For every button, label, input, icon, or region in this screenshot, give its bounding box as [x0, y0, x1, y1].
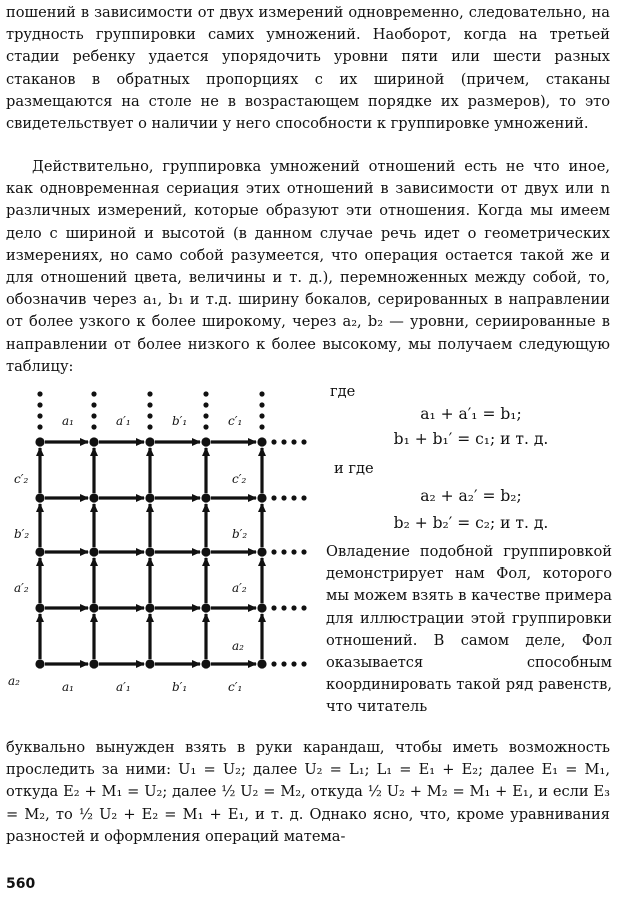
up-dot-4-1	[259, 402, 264, 407]
bottom-label-2: a′₁	[116, 680, 131, 694]
left-label-3: a′₂	[14, 581, 29, 595]
node-0-1	[89, 437, 98, 446]
right-dot-3-0	[271, 605, 276, 610]
paragraph-2: Действительно, группировка умножений отношений есть не что иное, как одновременная сериация этих отношений в зависимости от двух или n различных измерений, которые образуют эти отношения. Когда мы имеем дело с шириной и высотой (в данном случае речь идет о геометрических измерениях, но само собой разумеется, что операция остается такой же и для отношений цвета, величины и т. д.), перемноженных между собой, то, обозначив через a₁, b₁ и т.д. ширину бокалов, серированных в направлении от более узкого к более широкому, через a₂, b₂ — уровни, сериированные в направлении от более низкого к более высокому, мы получаем следующую таблицу:	[6, 158, 610, 375]
up-dot-0-3	[37, 424, 42, 429]
up-dot-1-1	[91, 402, 96, 407]
right-dot-1-1	[281, 495, 286, 500]
up-dot-4-2	[259, 413, 264, 418]
left-label-1: c′₂	[14, 472, 29, 486]
right-dot-0-2	[291, 439, 296, 444]
up-dot-2-2	[147, 413, 152, 418]
top-label-3: b′₁	[172, 414, 188, 428]
top-label-2: a′₁	[116, 414, 131, 428]
right-dot-3-1	[281, 605, 286, 610]
node-3-3	[201, 603, 210, 612]
paragraph-3: буквально вынужден взять в руки карандаш, чтобы иметь возможность проследить за ними: U₁ = U₂; далее U₂ = L₁; L₁ = E₁ + E₂; далее E₁ = M₁, откуда E₂ + M₁ = U₂; далее ½ U₂ = M₂, откуда ½ U₂ + M₂ = M₁ + E₁, и если E₃ = M₂, то ½ U₂ + E₂ = M₁ + E₁, и т. д. Однако ясно, что, кроме уравнивания разностей и оформления операций матема-	[6, 739, 610, 845]
right-dot-0-0	[271, 439, 276, 444]
node-0-0	[35, 437, 44, 446]
node-3-2	[145, 603, 154, 612]
right-dot-4-1	[281, 661, 286, 666]
up-dot-1-3	[91, 424, 96, 429]
top-label-1: a₁	[62, 414, 74, 428]
node-4-3	[201, 659, 210, 668]
up-dot-4-0	[259, 391, 264, 396]
col-label-2: b′₂	[232, 527, 248, 541]
right-dot-1-3	[301, 495, 306, 500]
node-1-1	[89, 493, 98, 502]
up-dot-3-3	[203, 424, 208, 429]
col-label-3: a′₂	[232, 581, 247, 595]
col-label-4: a₂	[232, 639, 244, 653]
side-paragraph: Овладение подобной группировкой демонстрирует нам Фол, которого мы можем взять в качестве примера для иллюстрации этой группировки отношений. В самом деле, Фол оказывается способным координировать такой ряд равенств, что читатель	[326, 543, 612, 716]
up-dot-0-0	[37, 391, 42, 396]
node-0-2	[145, 437, 154, 446]
up-dot-0-2	[37, 413, 42, 418]
up-dot-1-2	[91, 413, 96, 418]
up-dot-0-1	[37, 402, 42, 407]
corner-label: a₂	[8, 674, 20, 688]
node-1-2	[145, 493, 154, 502]
node-2-2	[145, 547, 154, 556]
bottom-label-3: b′₁	[172, 680, 188, 694]
right-dot-0-3	[301, 439, 306, 444]
right-dot-2-0	[271, 549, 276, 554]
paragraph-1: пошений в зависимости от двух измерений одновременно, следовательно, на трудность группировки самих умножений. Наоборот, когда на третьей стадии ребенку удается упорядочить уровни пяти или шести разных стаканов в обратных пропорциях с их шириной (причем, стаканы размещаются на столе не в возрастающем порядке их размеров), то это свидетельствует о наличии у него способности к группировке умножений.	[6, 4, 610, 133]
up-dot-3-0	[203, 391, 208, 396]
node-3-0	[35, 603, 44, 612]
grid-nodes	[35, 391, 306, 668]
up-dot-4-3	[259, 424, 264, 429]
page-number: 560	[6, 876, 36, 892]
node-1-4	[257, 493, 266, 502]
node-4-1	[89, 659, 98, 668]
where-label-2: и где	[334, 460, 374, 477]
node-0-3	[201, 437, 210, 446]
right-dot-4-2	[291, 661, 296, 666]
formula-4: b₂ + b₂′ = c₂; и т. д.	[393, 514, 549, 532]
up-dot-2-1	[147, 402, 152, 407]
node-4-2	[145, 659, 154, 668]
node-1-3	[201, 493, 210, 502]
right-dot-1-2	[291, 495, 296, 500]
node-2-3	[201, 547, 210, 556]
node-2-4	[257, 547, 266, 556]
bottom-label-4: c′₁	[228, 680, 243, 694]
right-dot-2-1	[281, 549, 286, 554]
right-dot-3-2	[291, 605, 296, 610]
node-4-4	[257, 659, 266, 668]
up-dot-3-2	[203, 413, 208, 418]
node-3-4	[257, 603, 266, 612]
top-label-4: c′₁	[228, 414, 243, 428]
right-dot-4-0	[271, 661, 276, 666]
node-2-0	[35, 547, 44, 556]
right-dot-4-3	[301, 661, 306, 666]
formula-1: a₁ + a′₁ = b₁;	[420, 405, 522, 423]
seriation-grid-diagram	[0, 380, 325, 715]
up-dot-1-0	[91, 391, 96, 396]
right-dot-3-3	[301, 605, 306, 610]
up-dot-2-3	[147, 424, 152, 429]
formula-2: b₁ + b₁′ = c₁; и т. д.	[393, 430, 549, 448]
node-3-1	[89, 603, 98, 612]
right-dot-2-2	[291, 549, 296, 554]
right-dot-2-3	[301, 549, 306, 554]
up-dot-2-0	[147, 391, 152, 396]
right-dot-0-1	[281, 439, 286, 444]
col-label-1: c′₂	[232, 472, 247, 486]
right-dot-1-0	[271, 495, 276, 500]
formula-3: a₂ + a₂′ = b₂;	[420, 487, 522, 505]
node-2-1	[89, 547, 98, 556]
node-4-0	[35, 659, 44, 668]
node-1-0	[35, 493, 44, 502]
where-label-1: где	[330, 383, 356, 400]
up-dot-3-1	[203, 402, 208, 407]
bottom-label-1: a₁	[62, 680, 74, 694]
node-0-4	[257, 437, 266, 446]
left-label-2: b′₂	[14, 527, 30, 541]
